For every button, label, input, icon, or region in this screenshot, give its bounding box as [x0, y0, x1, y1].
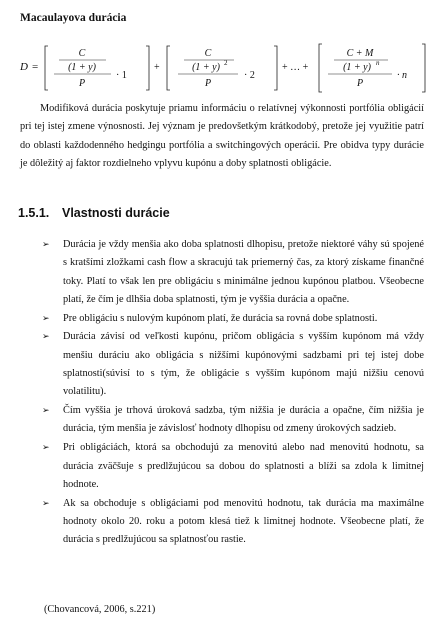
formula-den-3: (1 + y) [343, 62, 371, 73]
formula-p-1: P [78, 78, 86, 89]
formula-dots: + … + [282, 62, 309, 73]
paragraph-modified-duration: Modifiková durácia poskytuje priamu informáciu o relatívnej výkonnosti portfólia obligácií pri tej istej zmene výnosnosti. Jej význam je predovšetkým krátkodobý, pretože jej využitie patrí do oblasti každodenného hedgingu portfólia a switchingových operácií. Pre obidva typy durácie je dôležitý aj faktor rozdielneho vplyvu kupónu a doby splatnosti obligácie. [20, 103, 424, 170]
list-item: ➢ Durácia závisí od veľkosti kupónu, pričom obligácia s vyšším kupónom má vždy menšiu duráciu ako obligácia s nižšími kupónovými sadzbami pri tej istej dobe splatnosti(súvisí to s tým, že obligácie s vyšším kupónom majú nižšiu cenovú volatilitu). [42, 328, 424, 401]
list-item: ➢ Pre obligáciu s nulovým kupónom platí, že durácia sa rovná dobe splatnosti. [42, 310, 424, 328]
list-item: ➢ Pri obligáciách, ktorá sa obchodujú za menovitú alebo nad menovitú hodnotu, sa durácia zväčšuje s predlžujúcou sa dobou do splatnosti a blíži sa zdola k limitnej hodnote. [42, 439, 424, 494]
formula-mult-2: · 2 [244, 70, 255, 81]
formula-lhs: D [20, 61, 28, 73]
arrow-bullet-icon: ➢ [42, 498, 50, 509]
arrow-bullet-icon: ➢ [42, 313, 50, 324]
arrow-bullet-icon: ➢ [42, 443, 50, 454]
formula-num-1: C [78, 48, 86, 59]
duration-properties-list [42, 236, 424, 550]
formula-equals: = [32, 61, 39, 73]
section-number: 1.5.1. [18, 206, 50, 220]
formula-num-3: C + M [346, 48, 374, 59]
arrow-bullet-icon: ➢ [42, 240, 50, 250]
formula-den-2: (1 + y) [192, 62, 220, 73]
macaulay-duration-formula [14, 36, 434, 96]
formula-term-1 [45, 46, 149, 90]
heading-macaulay-duration: Macaulayova durácia [20, 12, 127, 24]
formula-term-3 [319, 44, 425, 92]
section-title: Vlastnosti durácie [62, 206, 170, 220]
list-item: ➢ Durácia je vždy menšia ako doba splatnosti dlhopisu, pretože niektoré váhy sú spojené s kratšími zložkami cash flow a skracujú tak priemerný čas, za ktorý získame finančné toky. Platí to však len pre obligáciu s minimálne jednou kupónou platbou. Všeobecne platí, že čím je dlhšia doba splatnosti, tým je vyššia durácia a opačne. [42, 236, 424, 309]
formula-den-1: (1 + y) [68, 62, 96, 73]
formula-term-2 [167, 46, 277, 90]
formula-p-3: P [356, 78, 364, 89]
list-item: ➢ Čím vyššia je trhová úroková sadzba, tým nižšia je durácia a opačne, čím nižšia je durácia, tým menšia je závislosť hodnoty dlhopisu od zmeny úrokových sadzieb. [42, 402, 424, 439]
formula-plus-1: + [154, 62, 160, 73]
list-item: ➢ Ak sa obchoduje s obligáciami pod menovitú hodnotu, tak durácia ma maximálne hodnoty okolo 20. roku a potom klesá tiež k limitnej hodnote. Všeobecne platí, že durácia s predlžujúcou sa splatnosťou rastie. [42, 495, 424, 550]
section-heading [18, 206, 170, 220]
citation: (Chovancová, 2006, s.221) [44, 604, 156, 615]
formula-exp-3: n [376, 59, 380, 67]
formula-mult-3: · n [397, 70, 407, 81]
arrow-bullet-icon: ➢ [42, 406, 50, 417]
formula-exp-2: 2 [224, 59, 228, 67]
formula-num-2: C [204, 48, 212, 59]
formula-p-2: P [204, 78, 212, 89]
arrow-bullet-icon: ➢ [42, 332, 50, 343]
formula-mult-1: · 1 [116, 70, 127, 81]
